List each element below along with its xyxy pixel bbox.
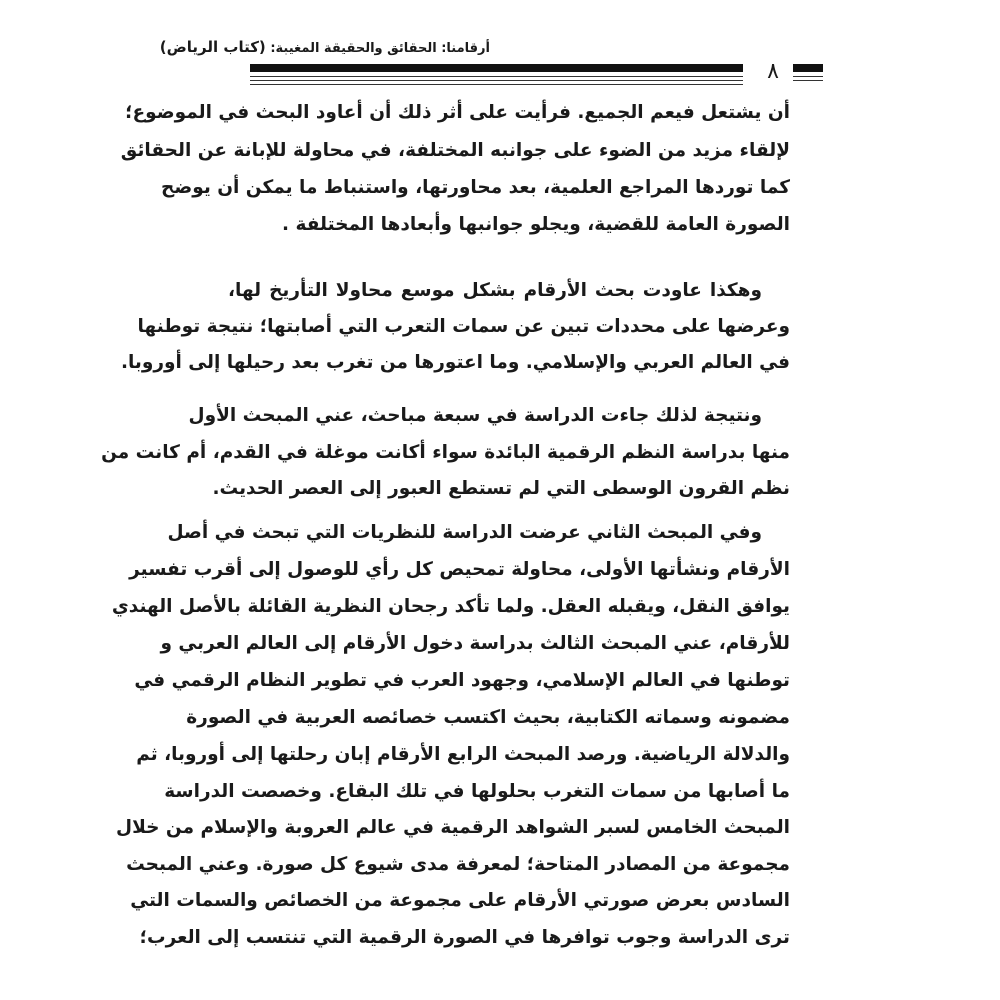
header-rule-thin [250, 76, 743, 77]
text-line: يوافق النقل، ويقبله العقل. ولما تأكد رجحان النظرية القائلة بالأصل الهندي [111, 596, 790, 617]
text-line: للأرقام، عني المبحث الثالث بدراسة دخول الأرقام إلى العالم العربي و [160, 633, 790, 654]
page-number: ٨ [767, 59, 779, 84]
header-rule-thin [250, 84, 743, 85]
text-line: وفي المبحث الثاني عرضت الدراسة للنظريات التي تبحث في أصل [167, 522, 762, 543]
header-rule-tab-thin [793, 76, 823, 77]
text-line: نظم القرون الوسطى التي لم تستطع العبور إلى العصر الحديث. [212, 478, 790, 499]
text-line: مجموعة من المصادر المتاحة؛ لمعرفة مدى شيوع كل صورة. وعني المبحث [126, 854, 790, 875]
text-line: منها بدراسة النظم الرقمية البائدة سواء أكانت موغلة في القدم، أم كانت من [101, 442, 790, 463]
text-line: الأرقام ونشأتها الأولى، محاولة تمحيص كل رأي للوصول إلى أقرب تفسير [129, 559, 790, 580]
text-line: والدلالة الرياضية. ورصد المبحث الرابع الأرقام إبان رحلتها إلى أوروبا، ثم [136, 744, 790, 765]
text-line: أن يشتعل فيعم الجميع. فرأيت على أثر ذلك أن أعاود البحث في الموضوع؛ [125, 102, 790, 123]
text-line: مضمونه وسماته الكتابية، بحيث اكتسب خصائصه العربية في الصورة [186, 707, 790, 728]
text-line: السادس بعرض صورتي الأرقام على مجموعة من الخصائص والسمات التي [130, 890, 790, 911]
text-line: لإلقاء مزيد من الضوء على جوانبه المختلفة، في محاولة للإبانة عن الحقائق [120, 140, 790, 161]
header-rule-tab [793, 64, 823, 72]
series-label: (كتاب الرياض) [159, 38, 266, 56]
text-line: في العالم العربي والإسلامي. وما اعتورها من تغرب بعد رحيلها إلى أوروبا. [120, 352, 790, 373]
text-line: المبحث الخامس لسبر الشواهد الرقمية في عالم العروبة والإسلام من خلال [116, 817, 790, 838]
header-rule-thin [250, 80, 743, 81]
book-title: أرقامنا: الحقائق والحقيقة المغيبة: [265, 41, 490, 56]
header-rule-tab-thin [793, 80, 823, 81]
text-line: توطنها في العالم الإسلامي، وجهود العرب في تطوير النظام الرقمي في [134, 670, 790, 691]
text-line: ما أصابها من سمات التغرب بحلولها في تلك البقاع. وخصصت الدراسة [164, 781, 790, 802]
text-line: كما توردها المراجع العلمية، بعد محاورتها، واستنباط ما يمكن أن يوضح [161, 177, 790, 198]
text-line: وعرضها على محددات تبين عن سمات التعرب التي أصابتها؛ نتيجة توطنها [137, 316, 790, 337]
text-line: ونتيجة لذلك جاءت الدراسة في سبعة مباحث، عني المبحث الأول [188, 405, 762, 426]
text-line: ترى الدراسة وجوب توافرها في الصورة الرقمية التي تنتسب إلى العرب؛ [139, 927, 790, 948]
text-line: الصورة العامة للقضية، ويجلو جوانبها وأبعادها المختلفة . [282, 214, 790, 235]
running-title [159, 38, 490, 56]
header-rule-thick [250, 64, 743, 72]
text-line: وهكذا عاودت بحث الأرقام بشكل موسع محاولا التأريخ لها، [228, 280, 762, 301]
